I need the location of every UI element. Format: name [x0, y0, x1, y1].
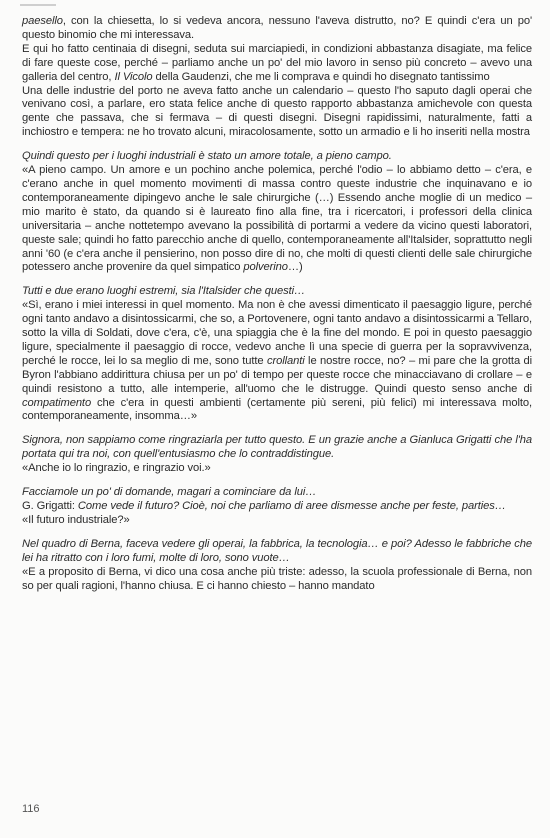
interview-question [22, 285, 532, 299]
emphasis-text: polverino [243, 261, 288, 274]
interview-answer [22, 514, 532, 528]
text-run: «Anche io lo ringrazio, e ringrazio voi.» [22, 462, 211, 475]
text-run: «A pieno campo. Un amore e un pochino anche polemica, perché l'odio – lo abbiamo detto – c'era, e c'erano anche in quel momento movimenti di massa contro queste industrie che inquinavano e io contemporaneamente dipingevo anche le sale chirurgiche (…) Essendo anche moglie di un medico – mio marito è stato, da quando si è laureato fino alla fine, tra i ricercatori, i professori della clinica universitaria – anche nottetempo avevano la possibilità di portarmi a vedere da vicino questi laboratori, queste sale; quindi ho fatto parecchio anche di quello, contemporaneamente all'Italsider, soprattutto negli anni '60 (e c'era anche il pensierino, non posso dire di no, che molti di questi clienti delle sale chirurgiche potessero anche provenire da quel simpatico [22, 164, 532, 274]
text-run: Quindi questo per i luoghi industriali è stato un amore totale, a pieno campo. [22, 150, 392, 163]
header-rule [20, 4, 56, 6]
text-run: Signora, non sappiamo come ringraziarla per tutto questo. E un grazie anche a Gianluca Grigatti che l'ha portata qui tra noi, con quell'entusiasmo che lo contraddistingue. [22, 434, 532, 461]
text-run: «Il futuro industriale?» [22, 513, 130, 526]
interview-answer [22, 15, 532, 43]
text-run: Tutti e due erano luoghi estremi, sia l'Italsider che questi… [22, 285, 306, 298]
emphasis-text: crollanti [266, 354, 305, 367]
page-number: 116 [22, 803, 40, 815]
text-run: «E a proposito di Berna, vi dico una cosa anche più triste: adesso, la scuola professionale di Berna, non so per quali ragioni, l'hanno chiusa. E ci hanno chiesto – hanno mandato [22, 565, 532, 592]
emphasis-text: compatimento [22, 396, 92, 409]
text-run: , con la chiesetta, lo si vedeva ancora, nessuno l'aveva distrutto, no? E quindi c'era un po' questo binomio che mi interessava. [22, 15, 532, 41]
emphasis-text: Il Vicolo [114, 70, 153, 83]
text-run: G. Grigatti: [22, 500, 78, 512]
emphasis-text: Come vede il futuro? Cioè, noi che parliamo di aree dismesse anche per feste, parties… [77, 500, 506, 512]
interview-question [22, 486, 532, 500]
text-run: della Gaudenzi, che me li comprava e quindi ho disegnato tantissimo [152, 70, 490, 83]
text-run: le nostre rocce, no? – mi pare che la grotta di Byron l'abbiano addirittura chiusa per un po' di tempo per queste rocce che minacciavano di crollare – e quindi resistono a tutto, alle intemperie, all'uomo che le distrugge. Quindi questo senso anche di [22, 354, 532, 395]
text-run: «Sì, erano i miei interessi in quel momento. Ma non è che avessi dimenticato il paesaggio ligure, perché ogni tanto andavo a disintossicarmi, che so, a Portovenere, ogni tanto andavo a disintossicarmi a Tellaro, sotto la villa di Soldati, dove c'era, c'è, una spiaggia che è la fine del mondo. E poi in questo paesaggio ligure, specialmente il paesaggio di rocce, vedevo anche lì una specie di guerra per la sopravvivenza, perché le rocce, lei lo sa meglio di me, sono tutte [22, 299, 532, 367]
interview-answer [22, 500, 532, 514]
text-run: …) [287, 261, 303, 274]
text-run: Facciamole un po' di domande, magari a cominciare da lui… [22, 486, 317, 499]
body-text [22, 15, 532, 593]
text-run: Nel quadro di Berna, faceva vedere gli operai, la fabbrica, la tecnologia… e poi? Adesso le fabbriche che lei ha ritratto con i loro fumi, molte di loro, sono vuote… [22, 537, 532, 564]
text-run: Una delle industrie del porto ne aveva fatto anche un calendario – questo l'ho saputo dagli operai che venivano così, a parlare, ero stata felice anche di questo rapporto abbastanza amichevole con questa gente che passava, che si fermava – di questi disegni. Disegni rapidissimi, naturalmente, fatti a inchiostro e tempera: ne ho trovato alcuni, miracolosamente, sotto un armadio e li ho inseriti nella mostra [22, 84, 532, 139]
interview-question [22, 434, 532, 462]
emphasis-text: paesello [22, 15, 63, 27]
interview-answer [22, 462, 532, 476]
text-run: che c'era in questi ambienti (certamente più sereni, più felici) mi interessava molto, contemporaneamente, insomma…» [22, 396, 532, 423]
interview-question [22, 538, 532, 566]
interview-answer [22, 85, 532, 141]
interview-answer [22, 566, 532, 594]
interview-answer [22, 299, 532, 424]
interview-answer [22, 43, 532, 85]
text-run: E qui ho fatto centinaia di disegni, seduta sui marciapiedi, in condizioni abbastanza disagiate, ma felice di fare queste cose, perché – parliamo anche un po' del mio lavoro in senso più concreto – avevo una galleria del centro, [22, 42, 532, 83]
interview-answer [22, 164, 532, 275]
interview-question [22, 150, 532, 164]
